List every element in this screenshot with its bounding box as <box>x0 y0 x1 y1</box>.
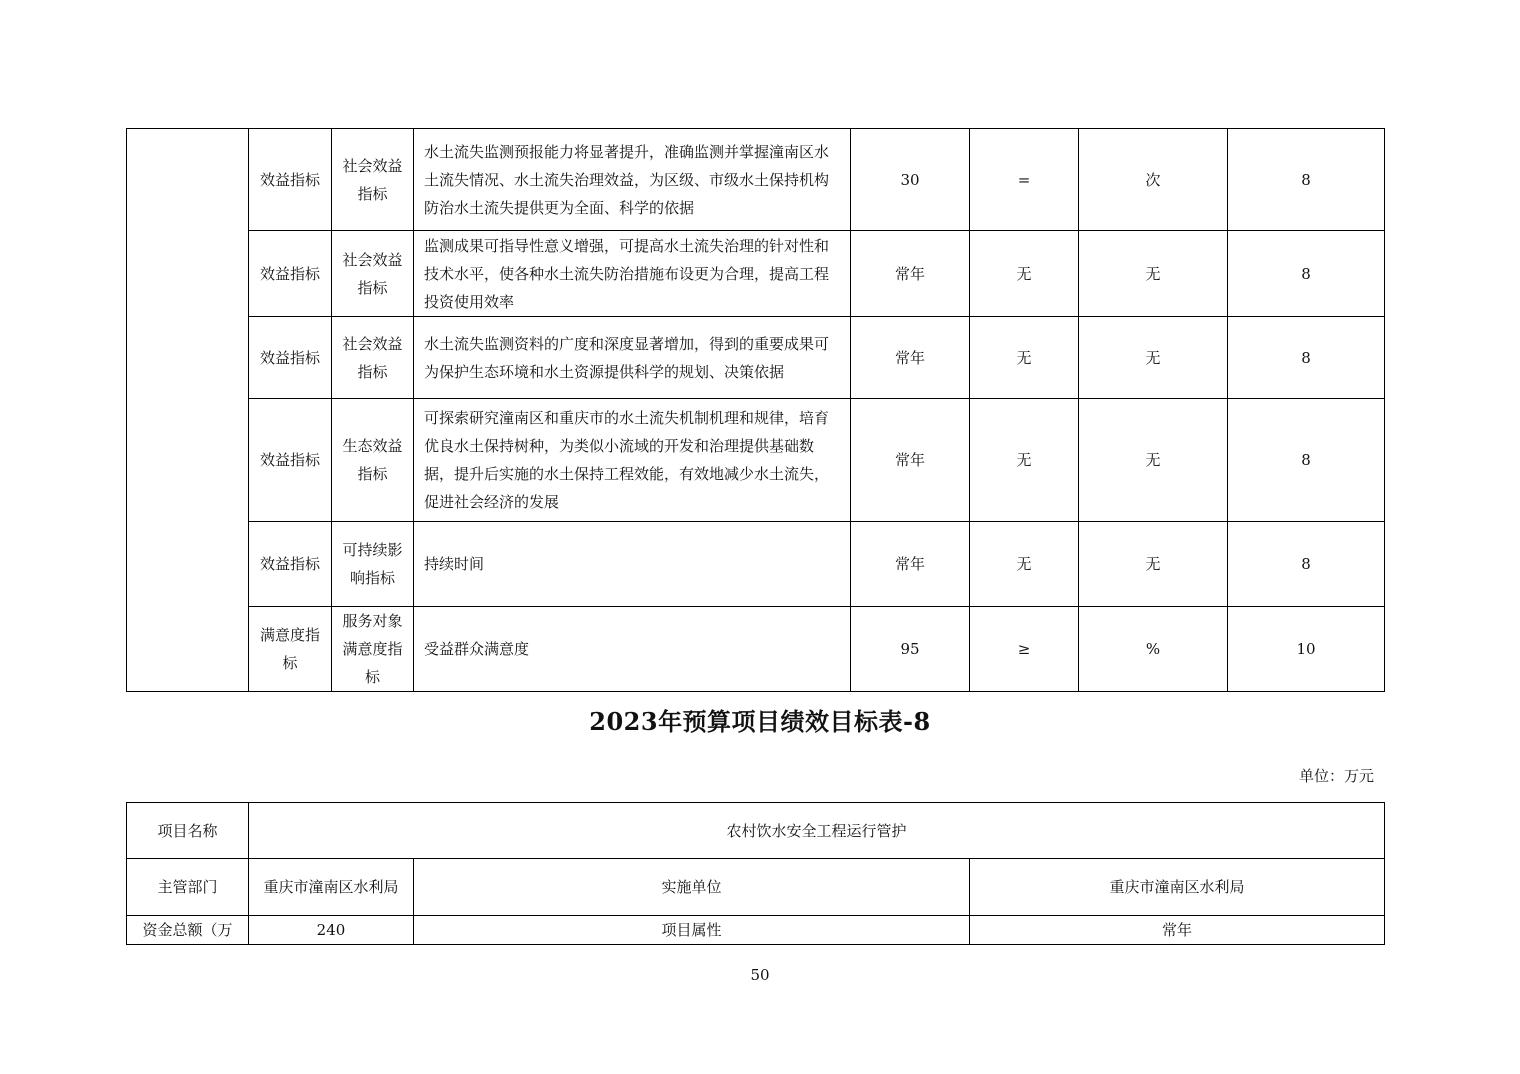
weight-cell: 8 <box>1228 231 1385 317</box>
level2-cell: 服务对象满意度指标 <box>332 607 414 692</box>
table-row <box>127 803 1385 859</box>
table-row <box>127 522 1385 607</box>
value-cell: 常年 <box>851 317 970 399</box>
level2-cell: 社会效益指标 <box>332 317 414 399</box>
unit-cell: 无 <box>1079 317 1228 399</box>
level1-cell: 效益指标 <box>249 231 332 317</box>
operator-cell: 无 <box>970 231 1079 317</box>
level1-cell: 效益指标 <box>249 522 332 607</box>
level1-cell: 效益指标 <box>249 129 332 231</box>
table-row <box>127 399 1385 522</box>
project-name-label: 项目名称 <box>127 803 249 859</box>
level2-cell: 生态效益指标 <box>332 399 414 522</box>
fund-label: 资金总额（万 <box>127 916 249 945</box>
table-row <box>127 916 1385 945</box>
unit-cell: 无 <box>1079 231 1228 317</box>
table-row <box>127 607 1385 692</box>
level1-cell: 效益指标 <box>249 399 332 522</box>
merged-blank-cell <box>127 129 249 692</box>
value-cell: 30 <box>851 129 970 231</box>
project-info-table <box>126 802 1385 945</box>
level2-cell: 社会效益指标 <box>332 231 414 317</box>
operator-cell: 无 <box>970 522 1079 607</box>
unit-cell: 次 <box>1079 129 1228 231</box>
impl-label: 实施单位 <box>414 859 970 916</box>
table-row <box>127 129 1385 231</box>
level2-cell: 可持续影响指标 <box>332 522 414 607</box>
value-cell: 95 <box>851 607 970 692</box>
table-row <box>127 859 1385 916</box>
value-cell: 常年 <box>851 522 970 607</box>
fund-value: 240 <box>249 916 414 945</box>
indicator-cell: 可探索研究潼南区和重庆市的水土流失机制机理和规律，培育优良水土保持树种，为类似小流域的开发和治理提供基础数据，提升后实施的水土保持工程效能，有效地减少水土流失，促进社会经济的发展 <box>414 399 851 522</box>
project-name-value: 农村饮水安全工程运行管护 <box>249 803 1385 859</box>
value-cell: 常年 <box>851 399 970 522</box>
attr-label: 项目属性 <box>414 916 970 945</box>
table-row <box>127 231 1385 317</box>
dept-value: 重庆市潼南区水利局 <box>249 859 414 916</box>
weight-cell: 8 <box>1228 522 1385 607</box>
operator-cell: 无 <box>970 317 1079 399</box>
performance-indicator-table <box>126 128 1385 692</box>
indicator-cell: 持续时间 <box>414 522 851 607</box>
indicator-cell: 水土流失监测预报能力将显著提升，准确监测并掌握潼南区水土流失情况、水土流失治理效益，为区级、市级水土保持机构防治水土流失提供更为全面、科学的依据 <box>414 129 851 231</box>
impl-value: 重庆市潼南区水利局 <box>970 859 1385 916</box>
indicator-cell: 水土流失监测资料的广度和深度显著增加，得到的重要成果可为保护生态环境和水土资源提供科学的规划、决策依据 <box>414 317 851 399</box>
page-number: 50 <box>750 966 770 984</box>
operator-cell: 无 <box>970 399 1079 522</box>
unit-cell: 无 <box>1079 522 1228 607</box>
indicator-cell: 监测成果可指导性意义增强，可提高水土流失治理的针对性和技术水平，使各种水土流失防治措施布设更为合理，提高工程投资使用效率 <box>414 231 851 317</box>
value-cell: 常年 <box>851 231 970 317</box>
attr-value: 常年 <box>970 916 1385 945</box>
weight-cell: 8 <box>1228 399 1385 522</box>
unit-label: 单位：万元 <box>1298 767 1374 785</box>
indicator-cell: 受益群众满意度 <box>414 607 851 692</box>
level1-cell: 满意度指标 <box>249 607 332 692</box>
level2-cell: 社会效益指标 <box>332 129 414 231</box>
unit-cell: % <box>1079 607 1228 692</box>
unit-cell: 无 <box>1079 399 1228 522</box>
weight-cell: 8 <box>1228 129 1385 231</box>
level1-cell: 效益指标 <box>249 317 332 399</box>
operator-cell: = <box>970 129 1079 231</box>
weight-cell: 8 <box>1228 317 1385 399</box>
table-title: 2023年预算项目绩效目标表-8 <box>589 707 931 736</box>
table-row <box>127 317 1385 399</box>
weight-cell: 10 <box>1228 607 1385 692</box>
dept-label: 主管部门 <box>127 859 249 916</box>
operator-cell: ≥ <box>970 607 1079 692</box>
